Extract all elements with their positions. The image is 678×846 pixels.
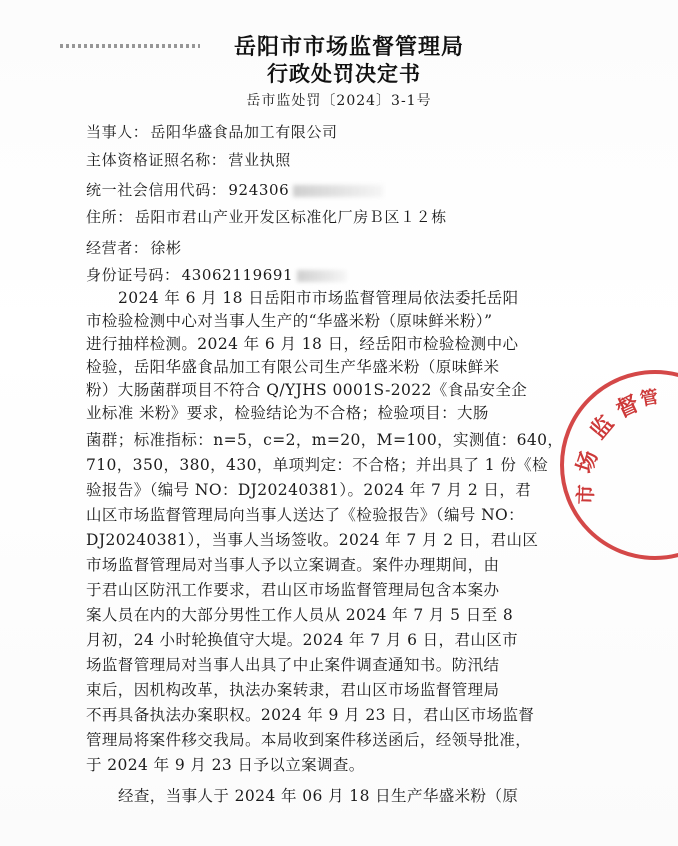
body-paragraph-line: 检验，岳阳华盛食品加工有限公司生产华盛米粉（原味鲜米 [86, 358, 500, 376]
operator-label: 经营者： [86, 239, 149, 257]
body-paragraph-line: 于 2024 年 9 月 23 日予以立案调查。 [86, 756, 365, 774]
document-title-agency: 岳阳市市场监督管理局 [233, 35, 464, 60]
body-paragraph-line: 2024 年 6 月 18 日岳阳市市场监督管理局依法委托岳阳 [118, 289, 519, 307]
body-paragraph-line: 束后，因机构改革，执法办案转隶，君山区市场监督管理局 [86, 681, 500, 699]
credit-code-label: 统一社会信用代码： [86, 181, 227, 199]
body-paragraph-line: 市检验检测中心对当事人生产的“华盛米粉（原味鲜米粉）” [86, 312, 493, 330]
body-paragraph-line: 市场监督管理局对当事人予以立案调查。案件办理期间，由 [86, 556, 500, 574]
credit-code-field [86, 179, 383, 200]
id-number-value: 43062119691 [181, 266, 294, 284]
body-paragraph-line: 不再具备执法办案职权。2024 年 9 月 23 日，君山区市场监督 [86, 706, 535, 724]
seal-char: 管 [638, 386, 660, 411]
body-paragraph-line: 粉）大肠菌群项目不符合 Q/YJHS 0001S-2022《食品安全企 [86, 381, 528, 399]
body-paragraph-line: 验报告》（编号 NO：DJ20240381）。2024 年 7 月 2 日，君 [86, 481, 532, 499]
body-paragraph-line: 于君山区防汛工作要求，君山区市场监督管理局包含本案办 [86, 581, 500, 599]
party-field [86, 121, 338, 142]
document-number: 岳市监处罚〔2024〕3-1号 [246, 93, 432, 109]
license-value: 营业执照 [228, 151, 291, 169]
seal-char: 市 [573, 484, 598, 505]
body-paragraph-line: 经查，当事人于 2024 年 06 月 18 日生产华盛米粉（原 [118, 787, 519, 805]
operator-field [86, 237, 182, 258]
body-paragraph-line: 场监督管理局对当事人出具了中止案件调查通知书。防汛结 [86, 656, 500, 674]
redaction-blur [293, 185, 383, 197]
document-title-type: 行政处罚决定书 [267, 62, 421, 86]
redaction-blur [297, 270, 347, 282]
license-label: 主体资格证照名称： [86, 151, 227, 169]
credit-code-value: 924306 [228, 181, 290, 199]
id-number-label: 身份证号码： [86, 266, 180, 284]
seal-char: 监 [585, 411, 620, 445]
body-paragraph-line: 案人员在内的大部分男性工作人员从 2024 年 7 月 5 日至 8 [86, 606, 514, 624]
body-paragraph-line: 菌群；标准指标：n=5，c=2，m=20，M=100，实测值：640， [86, 431, 564, 449]
body-paragraph-line: 业标准 米粉》要求，检验结论为不合格；检验项目：大肠 [86, 404, 489, 422]
party-label: 当事人： [86, 123, 149, 141]
id-number-field [86, 264, 347, 285]
address-field [86, 206, 447, 227]
body-paragraph-line: DJ20240381），当事人当场签收。2024 年 7 月 2 日，君山区 [86, 531, 539, 549]
body-paragraph-line: 管理局将案件移交我局。本局收到案件移送函后，经领导批准， [86, 731, 532, 749]
address-label: 住所： [86, 208, 133, 226]
seal-char: 督 [612, 391, 644, 424]
party-value: 岳阳华盛食品加工有限公司 [150, 123, 338, 141]
operator-value: 徐彬 [150, 239, 182, 257]
address-value: 岳阳市君山产业开发区标准化厂房Ｂ区１２栋 [134, 208, 447, 226]
license-field [86, 149, 291, 170]
body-paragraph-line: 710，350，380，430，单项判定：不合格；并出具了 1 份《检 [86, 456, 549, 474]
seal-char: 场 [572, 447, 604, 477]
body-paragraph-line: 进行抽样检测。2024 年 6 月 18 日，经岳阳市检验检测中心 [86, 335, 519, 353]
body-paragraph-line: 山区市场监督管理局向当事人送达了《检验报告》（编号 NO： [86, 506, 525, 524]
body-paragraph-line: 月初，24 小时轮换值守大堤。2024 年 7 月 6 日，君山区市 [86, 631, 519, 649]
